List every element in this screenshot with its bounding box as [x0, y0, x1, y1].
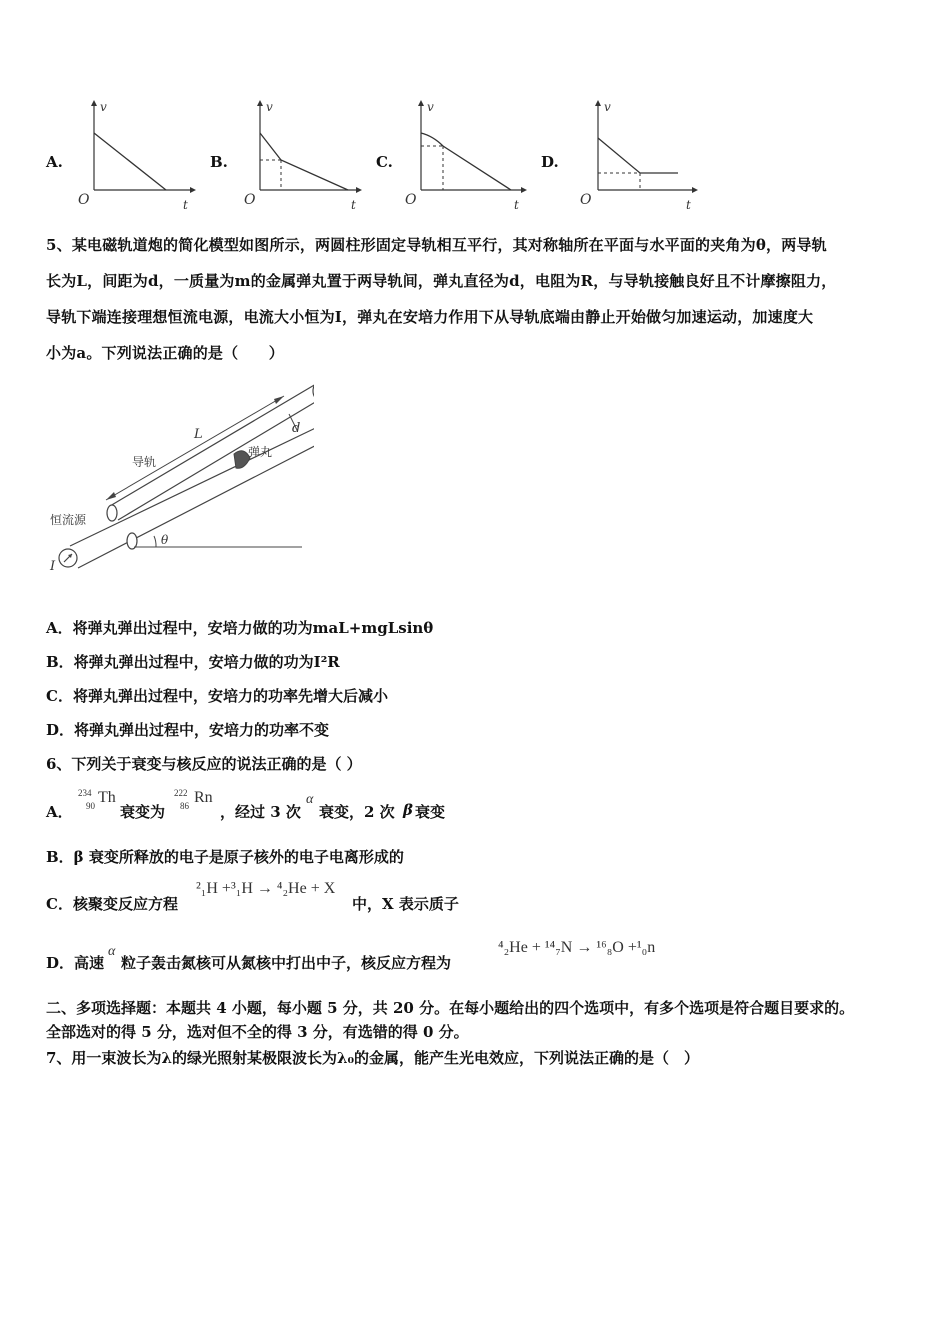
rn-symbol: Rn — [194, 789, 213, 806]
q5-option-b: B．将弹丸弹出过程中，安培力做的功为I²R — [46, 653, 340, 671]
q6-a-tail1: ，经过 3 次 — [220, 803, 301, 821]
graph-a — [70, 98, 200, 213]
q5-line-2: 长为L，间距为d，一质量为m的金属弹丸置于两导轨间，弹丸直径为d，电阻为R，与导轨接触良好且不计摩擦阻力， — [46, 272, 837, 290]
graph-c — [397, 98, 532, 213]
q5-line-3: 导轨下端连接理想恒流电源，电流大小恒为I，弹丸在安培力作用下从导轨底端由静止开始做匀加速运动，加速度大 — [46, 308, 814, 326]
graph-d-label: D. — [541, 153, 559, 171]
beta-symbol: β — [403, 801, 413, 819]
th-symbol: Th — [98, 789, 116, 806]
graph-a-label: A. — [46, 153, 63, 171]
q6-a-tail3: 衰变 — [415, 803, 446, 821]
railgun-figure — [44, 376, 314, 586]
origin-label: O — [244, 192, 256, 208]
q6-d-mid: 粒子轰击氮核可从氮核中打出中子，核反应方程为 — [121, 954, 452, 972]
L-label: L — [194, 427, 203, 442]
q6-c-tail: 中，X 表示质子 — [352, 895, 459, 913]
origin-label: O — [405, 192, 417, 208]
d-label: d — [292, 421, 301, 436]
q6-option-c — [46, 879, 566, 915]
t-axis-label: t — [514, 198, 519, 212]
q6-title: 6、下列关于衰变与核反应的说法正确的是（ ） — [46, 755, 362, 773]
q6-option-d — [46, 938, 706, 974]
q6-c-label: C．核聚变反应方程 — [46, 895, 178, 913]
graph-c-label: C. — [376, 153, 393, 171]
q5-option-a: A．将弹丸弹出过程中，安培力做的功为maL+mgLsinθ — [46, 619, 434, 637]
t-axis-label: t — [183, 198, 188, 212]
rn-z: 86 — [180, 801, 189, 811]
q5-option-d: D．将弹丸弹出过程中，安培力的功率不变 — [46, 721, 330, 739]
section-2-header — [46, 996, 854, 1044]
origin-label: O — [78, 192, 90, 208]
q6-option-b: B．β 衰变所释放的电子是原子核外的电子电离形成的 — [46, 848, 404, 866]
th-mass: 234 — [78, 788, 92, 798]
nuclear-equation: ⁴₂He + ¹⁴₇N → ¹⁶₈O +¹₀n — [498, 939, 656, 956]
q6-option-a — [46, 788, 566, 828]
v-axis-label: v — [266, 100, 273, 114]
fusion-equation: ²₁H +³₁H → ⁴₂He + X — [196, 880, 336, 897]
t-axis-label: t — [686, 198, 691, 212]
th-z: 90 — [86, 801, 95, 811]
q5-stem — [46, 227, 836, 371]
q7-stem: 7、用一束波长为λ的绿光照射某极限波长为λ₀的金属，能产生光电效应，下列说法正确的是（ ） — [46, 1049, 700, 1067]
rail-label: 导轨 — [132, 455, 157, 469]
current-label: I — [50, 559, 56, 574]
alpha-symbol: α — [108, 944, 116, 959]
q5-line-1: 5、某电磁轨道炮的简化模型如图所示，两圆柱形固定导轨相互平行，其对称轴所在平面与水平面的夹角为θ，两导轨 — [46, 236, 827, 254]
v-axis-label: v — [604, 100, 611, 114]
t-axis-label: t — [351, 198, 356, 212]
q5-line-4: 小为a。下列说法正确的是（ ） — [46, 344, 284, 362]
q5-option-c: C．将弹丸弹出过程中，安培力的功率先增大后减小 — [46, 687, 388, 705]
origin-label: O — [580, 192, 592, 208]
v-axis-label: v — [427, 100, 434, 114]
theta-label: θ — [161, 533, 169, 547]
q6-a-tail2: 衰变，2 次 — [319, 803, 395, 821]
q6-a-label: A． — [46, 803, 73, 821]
graph-b-label: B. — [210, 153, 228, 171]
bullet-label: 弹丸 — [248, 445, 273, 459]
graph-d — [574, 98, 704, 213]
rn-mass: 222 — [174, 788, 188, 798]
source-label: 恒流源 — [50, 513, 87, 527]
graph-b — [236, 98, 366, 213]
alpha-symbol: α — [306, 792, 314, 807]
q6-a-mid: 衰变为 — [120, 803, 166, 821]
q6-d-label: D．高速 — [46, 954, 105, 972]
v-axis-label: v — [100, 100, 107, 114]
section-2-line-1: 二、多项选择题：本题共 4 小题，每小题 5 分，共 20 分。在每小题给出的四个选项中，有多个选项是符合题目要求的。 — [46, 999, 855, 1017]
section-2-line-2: 全部选对的得 5 分，选对但不全的得 3 分，有选错的得 0 分。 — [46, 1023, 469, 1041]
